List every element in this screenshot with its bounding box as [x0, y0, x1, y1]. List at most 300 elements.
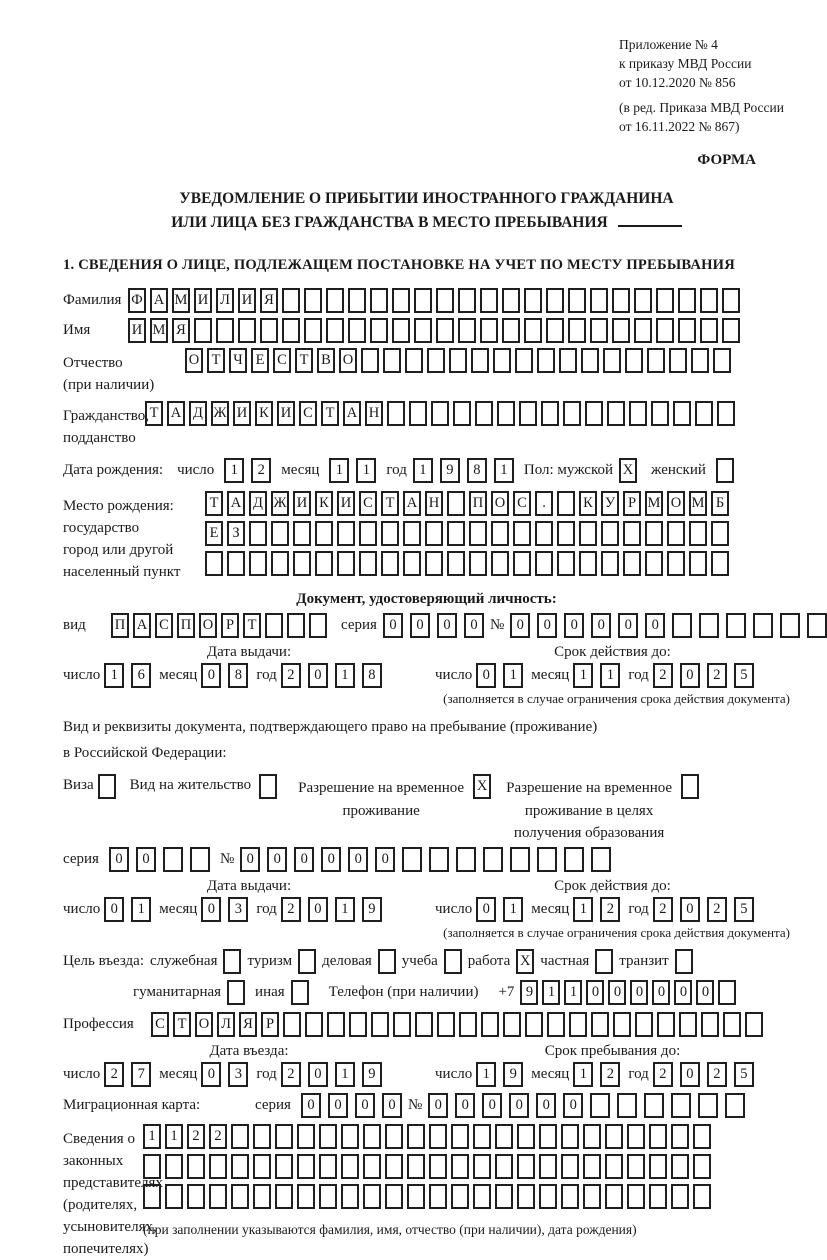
row-given-name: [63, 318, 790, 343]
char-cell: [381, 551, 399, 576]
char-cell: [701, 1012, 719, 1037]
char-cell: [459, 1012, 477, 1037]
char-cell: [249, 521, 267, 546]
char-cell: [297, 1154, 315, 1179]
doc-number-cells: [510, 613, 827, 638]
char-cell: [348, 318, 366, 343]
char-cell: [319, 1124, 337, 1149]
char-cell: 0: [536, 1093, 556, 1118]
citizenship-cells: [145, 401, 735, 426]
purpose-other-label: иная: [255, 983, 285, 1000]
char-cell: [385, 1124, 403, 1149]
char-cell: [429, 1124, 447, 1149]
char-cell: [671, 1184, 689, 1209]
char-cell: [612, 318, 630, 343]
char-cell: 0: [591, 613, 611, 638]
char-cell: 0: [674, 980, 692, 1005]
citizenship-label: Гражданство, подданство: [63, 408, 150, 447]
char-cell: Н: [365, 401, 383, 426]
char-cell: 0: [355, 1093, 375, 1118]
doc-issue-day-cells: [104, 663, 151, 688]
temp-residence-label: Разрешение на временное проживание: [298, 780, 465, 819]
char-cell: [143, 1184, 161, 1209]
temp-residence-checkbox: [473, 774, 491, 799]
temp-residence-edu-checkbox: [681, 774, 699, 799]
char-cell: [453, 401, 471, 426]
char-cell: 1: [224, 458, 244, 483]
char-cell: [341, 1124, 359, 1149]
char-cell: 0: [645, 613, 665, 638]
permit-dates-block: [63, 878, 790, 941]
char-cell: [444, 949, 462, 974]
char-cell: [601, 521, 619, 546]
char-cell: [537, 847, 557, 872]
char-cell: [689, 551, 707, 576]
char-cell: [436, 288, 454, 313]
char-cell: 8: [228, 663, 248, 688]
char-cell: [271, 551, 289, 576]
doc-valid-year-cells: [653, 663, 754, 688]
char-cell: М: [150, 318, 168, 343]
permit-valid-day-cells: [476, 897, 523, 922]
char-cell: Т: [145, 401, 163, 426]
char-cell: [227, 980, 245, 1005]
char-cell: [535, 521, 553, 546]
char-cell: [634, 288, 652, 313]
char-cell: [253, 1124, 271, 1149]
char-cell: [698, 1093, 718, 1118]
char-cell: [187, 1154, 205, 1179]
char-cell: [414, 288, 432, 313]
doc-series-cells: [383, 613, 484, 638]
char-cell: [678, 288, 696, 313]
char-cell: [436, 318, 454, 343]
char-cell: 2: [281, 1062, 301, 1087]
char-cell: 0: [564, 613, 584, 638]
char-cell: [539, 1184, 557, 1209]
char-cell: [627, 1154, 645, 1179]
char-cell: 9: [362, 1062, 382, 1087]
char-cell: [437, 1012, 455, 1037]
representatives-row2-cells: [143, 1154, 711, 1179]
char-cell: 2: [653, 663, 673, 688]
entry-dates-block: [63, 1043, 790, 1087]
char-cell: [502, 288, 520, 313]
birth-year-cells: [413, 458, 514, 483]
char-cell: [447, 521, 465, 546]
char-cell: А: [227, 491, 245, 516]
char-cell: [541, 401, 559, 426]
doc-valid-header: Срок действия до:: [554, 644, 671, 661]
char-cell: 0: [348, 847, 368, 872]
char-cell: [524, 288, 542, 313]
char-cell: [493, 348, 511, 373]
char-cell: [387, 401, 405, 426]
sex-label: Пол: мужской: [523, 462, 614, 479]
char-cell: [745, 1012, 763, 1037]
char-cell: [216, 318, 234, 343]
char-cell: О: [339, 348, 357, 373]
char-cell: 1: [335, 897, 355, 922]
char-cell: [561, 1184, 579, 1209]
char-cell: 2: [209, 1124, 227, 1149]
char-cell: [297, 1124, 315, 1149]
char-cell: [515, 348, 533, 373]
char-cell: И: [293, 491, 311, 516]
stay-until-date: число 1 9 месяц 1 2 год 2 0 2 5: [435, 1062, 790, 1087]
char-cell: [341, 1184, 359, 1209]
char-cell: 1: [104, 663, 124, 688]
purpose-official-checkbox: [223, 949, 241, 974]
annex-line: от 16.11.2022 № 867): [619, 118, 740, 134]
char-cell: [590, 288, 608, 313]
char-cell: Р: [221, 613, 239, 638]
purpose-transit-label: транзит: [619, 952, 669, 969]
char-cell: Я: [260, 288, 278, 313]
char-cell: С: [299, 401, 317, 426]
char-cell: [711, 521, 729, 546]
char-cell: 2: [281, 663, 301, 688]
row-surname: [63, 288, 790, 313]
char-cell: [427, 348, 445, 373]
char-cell: А: [133, 613, 151, 638]
mig-series-label: серия: [255, 1096, 291, 1113]
char-cell: 0: [267, 847, 287, 872]
char-cell: 0: [383, 613, 403, 638]
char-cell: И: [194, 288, 212, 313]
char-cell: [393, 1012, 411, 1037]
char-cell: [429, 1154, 447, 1179]
patronymic-cells: [185, 348, 731, 373]
char-cell: 2: [707, 1062, 727, 1087]
purpose-study-label: учеба: [401, 952, 438, 969]
char-cell: 1: [542, 980, 560, 1005]
char-cell: [326, 318, 344, 343]
char-cell: О: [195, 1012, 213, 1037]
char-cell: [305, 1012, 323, 1037]
permit-series-label: серия: [63, 850, 99, 867]
char-cell: [227, 551, 245, 576]
char-cell: [591, 1012, 609, 1037]
forma-label: ФОРМА: [697, 152, 756, 169]
char-cell: [672, 613, 692, 638]
char-cell: 0: [563, 1093, 583, 1118]
char-cell: [671, 1154, 689, 1179]
migration-card-label: Миграционная карта:: [63, 1096, 201, 1113]
permit-issue-date: число 0 1 месяц 0 3 год 2 0 1 9: [63, 897, 435, 922]
char-cell: [563, 401, 581, 426]
representatives-cells-block: [143, 1124, 711, 1238]
doc-type-label: вид: [63, 617, 86, 634]
mig-series-cells: [301, 1093, 402, 1118]
char-cell: Ч: [229, 348, 247, 373]
char-cell: [700, 288, 718, 313]
char-cell: [378, 949, 396, 974]
char-cell: А: [343, 401, 361, 426]
char-cell: Д: [249, 491, 267, 516]
char-cell: [711, 551, 729, 576]
char-cell: 0: [680, 663, 700, 688]
char-cell: [623, 551, 641, 576]
annex-line: от 10.12.2020 № 856: [619, 74, 736, 90]
char-cell: 0: [109, 847, 129, 872]
profession-cells: [151, 1012, 763, 1037]
char-cell: [481, 1012, 499, 1037]
char-cell: [326, 288, 344, 313]
char-cell: 0: [680, 1062, 700, 1087]
char-cell: [473, 1124, 491, 1149]
permit-number-cells: [240, 847, 611, 872]
char-cell: Т: [205, 491, 223, 516]
birth-day-cells: [224, 458, 271, 483]
char-cell: [595, 949, 613, 974]
phone-cells: [520, 980, 736, 1005]
char-cell: [524, 318, 542, 343]
char-cell: 0: [630, 980, 648, 1005]
birthplace-row3-cells: [205, 551, 729, 576]
char-cell: [647, 348, 665, 373]
char-cell: [644, 1093, 664, 1118]
char-cell: И: [233, 401, 251, 426]
char-cell: [627, 1124, 645, 1149]
char-cell: [483, 847, 503, 872]
char-cell: 1: [503, 663, 523, 688]
char-cell: X: [516, 949, 534, 974]
char-cell: [414, 318, 432, 343]
visa-label: Виза: [63, 777, 94, 794]
char-cell: И: [337, 491, 355, 516]
char-cell: [447, 491, 465, 516]
entry-month-cells: [201, 1062, 248, 1087]
char-cell: 1: [335, 663, 355, 688]
row-doc-type: [63, 613, 790, 638]
char-cell: [449, 348, 467, 373]
entry-day-cells: [104, 1062, 151, 1087]
doc-dates-block: [63, 644, 790, 707]
char-cell: 0: [321, 847, 341, 872]
char-cell: [537, 348, 555, 373]
doc-valid-col: [435, 644, 790, 707]
char-cell: Я: [172, 318, 190, 343]
birth-date-label: Дата рождения:: [63, 462, 164, 479]
char-cell: 0: [201, 897, 221, 922]
char-cell: 1: [494, 458, 514, 483]
char-cell: 1: [165, 1124, 183, 1149]
char-cell: [561, 1154, 579, 1179]
char-cell: [649, 1184, 667, 1209]
char-cell: [187, 1184, 205, 1209]
doc-issue-col: [63, 644, 435, 707]
char-cell: [315, 551, 333, 576]
char-cell: 2: [281, 897, 301, 922]
char-cell: [693, 1184, 711, 1209]
char-cell: [319, 1184, 337, 1209]
char-cell: 0: [476, 663, 496, 688]
char-cell: [495, 1124, 513, 1149]
char-cell: З: [227, 521, 245, 546]
char-cell: [407, 1124, 425, 1149]
char-cell: Т: [295, 348, 313, 373]
char-cell: 0: [201, 663, 221, 688]
char-cell: [612, 288, 630, 313]
residence-checkbox: [259, 774, 277, 799]
purpose-label: Цель въезда:: [63, 952, 144, 969]
char-cell: 0: [294, 847, 314, 872]
char-cell: [194, 318, 212, 343]
doc-valid-day-cells: [476, 663, 523, 688]
visa-checkbox: [98, 774, 116, 799]
char-cell: [304, 318, 322, 343]
char-cell: 1: [573, 663, 593, 688]
char-cell: [678, 318, 696, 343]
char-cell: [629, 401, 647, 426]
char-cell: П: [111, 613, 129, 638]
char-cell: [568, 288, 586, 313]
char-cell: [605, 1124, 623, 1149]
char-cell: 1: [573, 897, 593, 922]
char-cell: [525, 1012, 543, 1037]
char-cell: [405, 348, 423, 373]
char-cell: X: [473, 774, 491, 799]
char-cell: П: [469, 491, 487, 516]
female-label: женский: [651, 462, 706, 479]
char-cell: [458, 318, 476, 343]
char-cell: 6: [131, 663, 151, 688]
char-cell: 1: [413, 458, 433, 483]
char-cell: [469, 551, 487, 576]
permit-valid-header: Срок действия до:: [554, 877, 671, 894]
char-cell: [722, 288, 740, 313]
char-cell: [205, 551, 223, 576]
char-cell: 3: [228, 1062, 248, 1087]
char-cell: Е: [205, 521, 223, 546]
char-cell: [546, 318, 564, 343]
char-cell: 0: [375, 847, 395, 872]
row-permit-series: [63, 847, 790, 872]
char-cell: 1: [131, 897, 151, 922]
char-cell: [363, 1124, 381, 1149]
char-cell: 0: [410, 613, 430, 638]
char-cell: О: [185, 348, 203, 373]
char-cell: [231, 1154, 249, 1179]
char-cell: [723, 1012, 741, 1037]
char-cell: [480, 318, 498, 343]
birthplace-cells-block: [205, 491, 729, 581]
char-cell: [297, 1184, 315, 1209]
char-cell: Ж: [271, 491, 289, 516]
doc-valid-month-cells: [573, 663, 620, 688]
surname-label: Фамилия: [63, 292, 122, 309]
char-cell: [143, 1154, 161, 1179]
char-cell: [689, 521, 707, 546]
form-title: [63, 187, 790, 235]
char-cell: [671, 1124, 689, 1149]
char-cell: [517, 1184, 535, 1209]
char-cell: М: [689, 491, 707, 516]
purpose-work-label: работа: [467, 952, 511, 969]
birthplace-label: Место рождения: государство город или другой населенный пункт: [63, 498, 181, 581]
day-label: число: [177, 462, 215, 479]
permit-issue-year-cells: [281, 897, 382, 922]
char-cell: [510, 847, 530, 872]
char-cell: [753, 613, 773, 638]
char-cell: [415, 1012, 433, 1037]
char-cell: [480, 288, 498, 313]
row-purpose2-phone: [133, 980, 790, 1005]
char-cell: [634, 318, 652, 343]
annex-line: Приложение № 4: [619, 37, 718, 52]
representatives-row1-cells: [143, 1124, 711, 1149]
char-cell: [209, 1154, 227, 1179]
char-cell: Л: [217, 1012, 235, 1037]
char-cell: [385, 1184, 403, 1209]
char-cell: Т: [381, 491, 399, 516]
char-cell: [98, 774, 116, 799]
char-cell: 2: [104, 1062, 124, 1087]
char-cell: С: [155, 613, 173, 638]
entry-year-cells: [281, 1062, 382, 1087]
char-cell: [259, 774, 277, 799]
char-cell: [725, 1093, 745, 1118]
char-cell: [695, 401, 713, 426]
doc-valid-note: (заполняется в случае ограничения срока действия документа): [443, 691, 790, 707]
char-cell: [656, 288, 674, 313]
char-cell: [429, 847, 449, 872]
purpose-tourism-label: туризм: [247, 952, 293, 969]
char-cell: [649, 1124, 667, 1149]
char-cell: 3: [228, 897, 248, 922]
char-cell: .: [535, 491, 553, 516]
annex-line: (в ред. Приказа МВД России: [619, 99, 784, 115]
residence-label: Вид на жительство: [129, 777, 252, 794]
char-cell: [583, 1184, 601, 1209]
char-cell: 9: [503, 1062, 523, 1087]
permit-issue-day-cells: [104, 897, 151, 922]
char-cell: [700, 318, 718, 343]
char-cell: 0: [476, 897, 496, 922]
char-cell: 0: [136, 847, 156, 872]
char-cell: [605, 1154, 623, 1179]
doc-series-label: серия: [341, 617, 377, 634]
permit-valid-date: число 0 1 месяц 1 2 год 2 0 2 5: [435, 897, 790, 922]
char-cell: [693, 1124, 711, 1149]
char-cell: [361, 348, 379, 373]
char-cell: [165, 1154, 183, 1179]
char-cell: В: [317, 348, 335, 373]
char-cell: [780, 613, 800, 638]
char-cell: Л: [216, 288, 234, 313]
char-cell: [458, 288, 476, 313]
char-cell: [645, 551, 663, 576]
row-birth-date: [63, 458, 790, 483]
char-cell: 1: [503, 897, 523, 922]
permit-number-label: №: [219, 850, 235, 867]
char-cell: [699, 613, 719, 638]
char-cell: Е: [251, 348, 269, 373]
annex-header: [619, 36, 790, 136]
row-representatives: [63, 1124, 790, 1260]
char-cell: [547, 1012, 565, 1037]
char-cell: [605, 1184, 623, 1209]
form-title-line1: УВЕДОМЛЕНИЕ О ПРИБЫТИИ ИНОСТРАННОГО ГРАЖДАНИНА: [179, 190, 674, 208]
char-cell: [716, 458, 734, 483]
doc-issue-year-cells: [281, 663, 382, 688]
char-cell: 0: [510, 613, 530, 638]
char-cell: [726, 613, 746, 638]
temp-residence-edu-label: Разрешение на временное проживание в целях получения образования: [506, 780, 673, 842]
char-cell: [431, 401, 449, 426]
char-cell: [383, 348, 401, 373]
